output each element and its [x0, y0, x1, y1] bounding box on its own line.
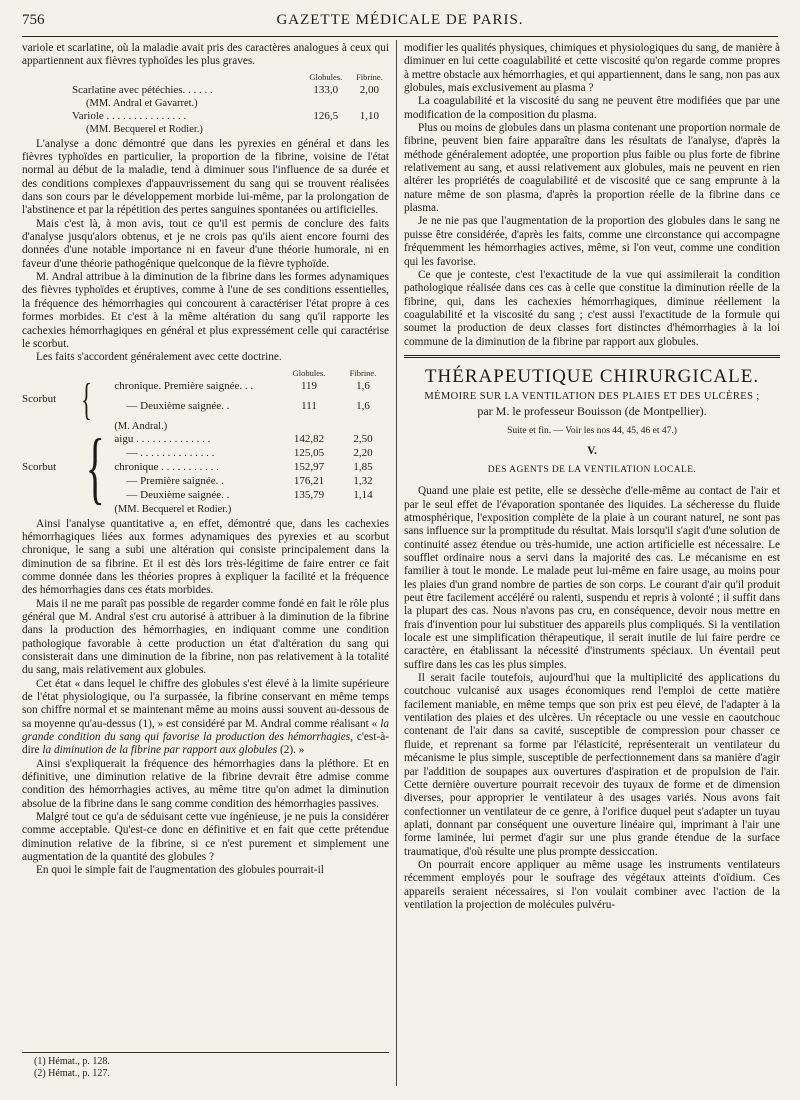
paragraph: Ainsi l'analyse quantitative a, en effet, démontré que, dans les cachexies hémorrhagiques liées aux formes adynamiques des pyrexies et au scorbut chronique, le sang a subi une altération qui consiste principalement dans la diminution de sa fibrine. Et il est dès lors très-légitime de faire entrer ce fait comme donnée dans les théories propres à expliquer la facilité et la fréquence des hémorrhagies dans ces états morbides. — [22, 517, 389, 597]
footnote: (2) Hémat., p. 127. — [34, 1068, 110, 1079]
text-run: (2). » — [279, 744, 305, 757]
text-run: Cet état « dans lequel le chiffre des globules s'est élevé à la limite supérieure de l'état physiologique, ou l'a surpassée, la fibrine conservant en même temps son chiffre normal et se maintenant même au moins aussi souvent au-dessous de sa moyenne qu'au-dessus (1), » est considéré par M. Andral comme réalisant « — [22, 677, 389, 730]
cell: 133,0 — [313, 83, 339, 96]
continuation-note: Suite et fin. — Voir les nos 44, 45, 46 et 47.) — [507, 426, 677, 437]
citation: (M. Andral.) — [114, 420, 168, 432]
paragraph: On pourrait encore appliquer au même usage les instruments ventilateurs récemment employés pour le soufrage des végétaux atteints d'oïdium. Ces appareils seraient nécessaires, si l'on voulait combiner avec l'action de la ventilation la projection de molécules pulvéru- — [404, 858, 780, 911]
cell: 135,79 — [293, 488, 325, 501]
section-rule — [404, 355, 780, 358]
memoir-heading — [404, 389, 780, 419]
row-label: — Deuxième saignée. . — [126, 399, 230, 412]
column-header: Fibrine. — [356, 71, 383, 82]
column-divider — [396, 40, 397, 1086]
cell: 2,00 — [359, 83, 380, 96]
paragraph: Ainsi s'expliquerait la fréquence des hémorrhagies dans la pléthore. Et en définitive, une diminution relative de la fibrine devrait être admise comme condition des hémorrhagies actives, au même titre qu'on admet la diminution absolue de la fibrine dans le sang comme condition des hémorrhagies passives. — [22, 757, 389, 810]
italic-run: la grande condition du sang qui favorise la production des hémorrhagies, — [22, 717, 390, 744]
memoir-title: MÉMOIRE SUR LA VENTILATION DES PLAIES ET DES ULCÈRES ; — [424, 391, 760, 403]
row-label: chronique . . . . . . . . . . . — [114, 460, 219, 473]
cell: 1,32 — [353, 474, 373, 487]
scorbut-table — [22, 367, 389, 516]
paragraph: Plus ou moins de globules dans un plasma contenant une proportion normale de fibrine, peuvent bien faire apparaître dans les résultats de l'analyse, d'après la méthode généralement adoptée, une proportion plus faible ou plus forte de fibrine relativement au sang, et aussi relativement aux globules, mais ne peuvent en rien altérer les propriétés de coagulabilité et de viscosité que ce sang emprunte à la nature même de son plasma, d'après la proportion réelle de la fibrine dans ce plasma. — [404, 122, 780, 215]
cell: 176,21 — [293, 474, 325, 487]
footnote: (1) Hémat., p. 128. — [34, 1056, 110, 1067]
cell: 1,85 — [353, 460, 373, 473]
cell: 119 — [300, 379, 318, 392]
text-run: c'est-à-dire — [22, 731, 389, 757]
cell: 1,10 — [359, 109, 380, 122]
cell: 152,97 — [293, 460, 325, 473]
paragraph — [22, 678, 389, 758]
paragraph: La coagulabilité et la viscosité du sang ne peuvent être modifiées que par une modification de la composition du plasma. — [404, 95, 780, 121]
right-column — [404, 42, 780, 912]
paragraph: Mais c'est là, à mon avis, tout ce qu'il est permis de conclure des faits d'analyse jusqu'alors obtenus, et je ne crois pas qu'ils aient encore fourni des données d'une notable importance ni en faveur d'une théorie humorale, ni en faveur d'une théorie pathogénique quelconque de la fièvre typhoïde. — [22, 217, 389, 270]
cell: 126,5 — [313, 109, 339, 122]
cell: 142,82 — [293, 432, 325, 445]
citation: (MM. Becquerel et Rodier.) — [86, 123, 203, 135]
running-header — [22, 12, 778, 34]
row-label: — Deuxième saignée. . — [126, 488, 230, 501]
paragraph: Je ne nie pas que l'augmentation de la proportion des globules dans le sang ne puisse être considérée, d'après les faits, comme une circonstance qui accompagne fréquemment les hémorrhagies actives, même, si l'on veut, comme une condition qui les favorise. — [404, 215, 780, 268]
row-label: chronique. Première saignée. . . — [114, 379, 254, 392]
brace: { — [85, 423, 105, 512]
column-header: Globules. — [309, 71, 343, 82]
row-label: Variole . . . . . . . . . . . . . . . — [72, 109, 187, 122]
paragraph: Ce que je conteste, c'est l'exactitude de la vue qui assimilerait la condition pathologique réalisée dans ces cas à celle que constitue la diminution réelle de la fibrine, qui, dans les cachexies hémorrhagiques, diminue réellement la coagulabilité et la viscosité du sang ; c'est aussi l'exactitude de la formule qui soumet la production de deux classes fort distinctes d'hémorrhagies à la loi commune de la diminution de la fibrine par rapport aux globules. — [404, 268, 780, 348]
footnotes — [22, 1052, 389, 1080]
paragraph: En quoi le simple fait de l'augmentation des globules pourrait-il — [36, 864, 324, 877]
cell: 1,6 — [356, 379, 370, 392]
chapter-number: V. — [587, 444, 597, 457]
cell: 2,20 — [353, 446, 373, 459]
paragraph: M. Andral attribue à la diminution de la fibrine dans les formes adynamiques des fièvres typhoïdes et éruptives, comme à l'une de ses conditions essentielles, la fréquence des hémorrhagies qui concourent à caractériser l'état propre à ces formes morbides. Et c'est à la même altération du sang qu'il rapporte les cachexies hémorrhagiques en général et plus expressément celle qui caractérise le scorbut. — [22, 271, 389, 350]
memoir-author: par M. le professeur Bouisson (de Montpellier). — [477, 404, 707, 419]
paragraph: L'analyse a donc démontré que dans les pyrexies en général et dans les fièvres typhoïdes en particulier, la proportion de la fibrine, voisine de l'état normal au début de la maladie, tend à diminuer sous l'influence de sa durée et des conditions complexes d'appauvrissement du sang qui se trouvent réalisées dans son cours par le développement morbide lui-même, par la prolongation de l'abstinence et par la répétition des pertes sanguines spontanées ou artificielles. — [22, 137, 389, 217]
group-label: Scorbut — [22, 393, 57, 406]
citation: (MM. Becquerel et Rodier.) — [114, 503, 232, 515]
paragraph: modifier les qualités physiques, chimiques et physiologiques du sang, de manière à diminuer en lui cette coagulabilité et cette viscosité qu'on regarde comme propres à mettre obstacle aux hémorrhagies, et qui appartiennent, dans le sang, non pas aux globules, mais exclusivement au plasma ? — [404, 42, 780, 95]
citation: (MM. Andral et Gavarret.) — [86, 97, 198, 109]
brace: { — [81, 374, 92, 424]
paragraph: Les faits s'accordent généralement avec cette doctrine. — [36, 351, 282, 364]
paragraph: Malgré tout ce qu'a de séduisant cette vue ingénieuse, je ne puis la considérer comme acceptable. Qu'est-ce donc en définitive et en fait que cette prétendue diminution relative de la fibrine, si ce n'est purement et simplement une augmentation de la quantité des globules ? — [22, 811, 389, 864]
cell: 111 — [301, 399, 317, 412]
column-header: Fibrine. — [349, 367, 377, 378]
section-title: THÉRAPEUTIQUE CHIRURGICALE. — [424, 365, 760, 387]
cell: 2,50 — [353, 432, 373, 445]
running-title: GAZETTE MÉDICALE DE PARIS. — [276, 12, 524, 28]
row-label: — . . . . . . . . . . . . . . — [126, 446, 215, 459]
row-label: Scarlatine avec pétéchies. . . . . . — [72, 83, 213, 96]
cell: 1,6 — [356, 399, 370, 412]
paragraph: variole et scarlatine, où la maladie avait pris des caractères analogues à ceux qui appartiennent aux fièvres typhoïdes les plus graves. — [22, 42, 389, 68]
column-header: Globules. — [292, 367, 326, 378]
page-number: 756 — [22, 12, 45, 28]
italic-run: la diminution de la fibrine par rapport aux globules — [42, 744, 278, 757]
paragraph: Mais il ne me paraît pas possible de regarder comme fondé en fait le rôle plus général que M. Andral s'est cru autorisé à attribuer à la diminution de la fibrine dans la production des hémorrhagies, en indiquant comme une condition pathologique favorable à cette production un état d'altération du sang qui consisterait dans une diminution de la fibrine, non pas relativement à la totalité du sang, mais relativement aux globules. — [22, 597, 389, 677]
group-label: Scorbut — [22, 461, 57, 474]
row-label: aigu . . . . . . . . . . . . . . — [114, 432, 211, 445]
paragraph: Quand une plaie est petite, elle se dessèche d'elle-même au contact de l'air et par le seul effet de l'évaporation spontanée des liquides. La sécheresse du fluide atmosphérique, l'exposition complète de la plaie à un courant naturel, ne sont pas sans influence sur la promptitude du résultat. Mais lorsqu'il s'agit d'une solution de continuité assez étendue ou très-humide, une action artificielle est nécessaire. Le soufflet ordinaire nous a servi dans la majorité des cas. Le mécanisme en est familier à tout le monde. Le malade peut lui-même en faire usage, au moins pour les plaies d'un grand nombre de parties de son corps. Le courant d'air qu'il produit peut être facilement accéléré ou ralenti, suspendu et repris à volonté ; il suffit dans la plupart des cas. Nous n'avons pas cru, en conséquence, devoir nous mettre en frais d'invention pour lui substituer des appareils plus compliqués. Si la ventilation locale est une simplification thérapeutique, il serait inutile de lui faire perdre ce caractère, en établissant la nécessité d'instruments spéciaux. Un éventail peut suffire dans les cas les plus simples. — [404, 485, 780, 671]
cell: 125,05 — [293, 446, 325, 459]
paragraph: Il serait facile toutefois, aujourd'hui que la multiplicité des applications du coutchouc vulcanisé aux usages économiques rend l'emploi de cette matière facilement maniable, en même temps que son prix est peu élevé, de l'adapter à la ventilation des plaies et des ulcères. Un réceptacle ou une vessie en caoutchouc contenant de l'air dans sa cavité, susceptible de compression pour chasser ce fluide, et reprenant sa forme par l'élasticité, représenterait un ventilateur du mécanisme le plus simple, susceptible de perfectionnement dans sa manière d'agir par l'addition de soupapes aux ouvertures d'aspiration et de propulsion de l'air. Cette dernière ouverture pourrait recevoir des tuyaux de forme et de dimension diverses, pour approprier le ventilateur à des usages variés. Nous avons fait confectionner un ventilateur de ce genre, à l'orifice duquel peut s'adapter un tuyau aplati, donnant par conséquent une ouverture linéaire qui, imprimant à l'air une forme laminée, lui permet d'agir sur une plus grande étendue de la surface traumatique, d'où résulte une plus prompte dessiccation. — [404, 672, 780, 858]
left-column — [22, 42, 389, 878]
subheading: DES AGENTS DE LA VENTILATION LOCALE. — [487, 464, 697, 475]
fibrine-table-1 — [22, 71, 389, 136]
cell: 1,14 — [353, 488, 373, 501]
header-rule — [22, 36, 778, 37]
row-label: — Première saignée. . — [126, 474, 224, 487]
